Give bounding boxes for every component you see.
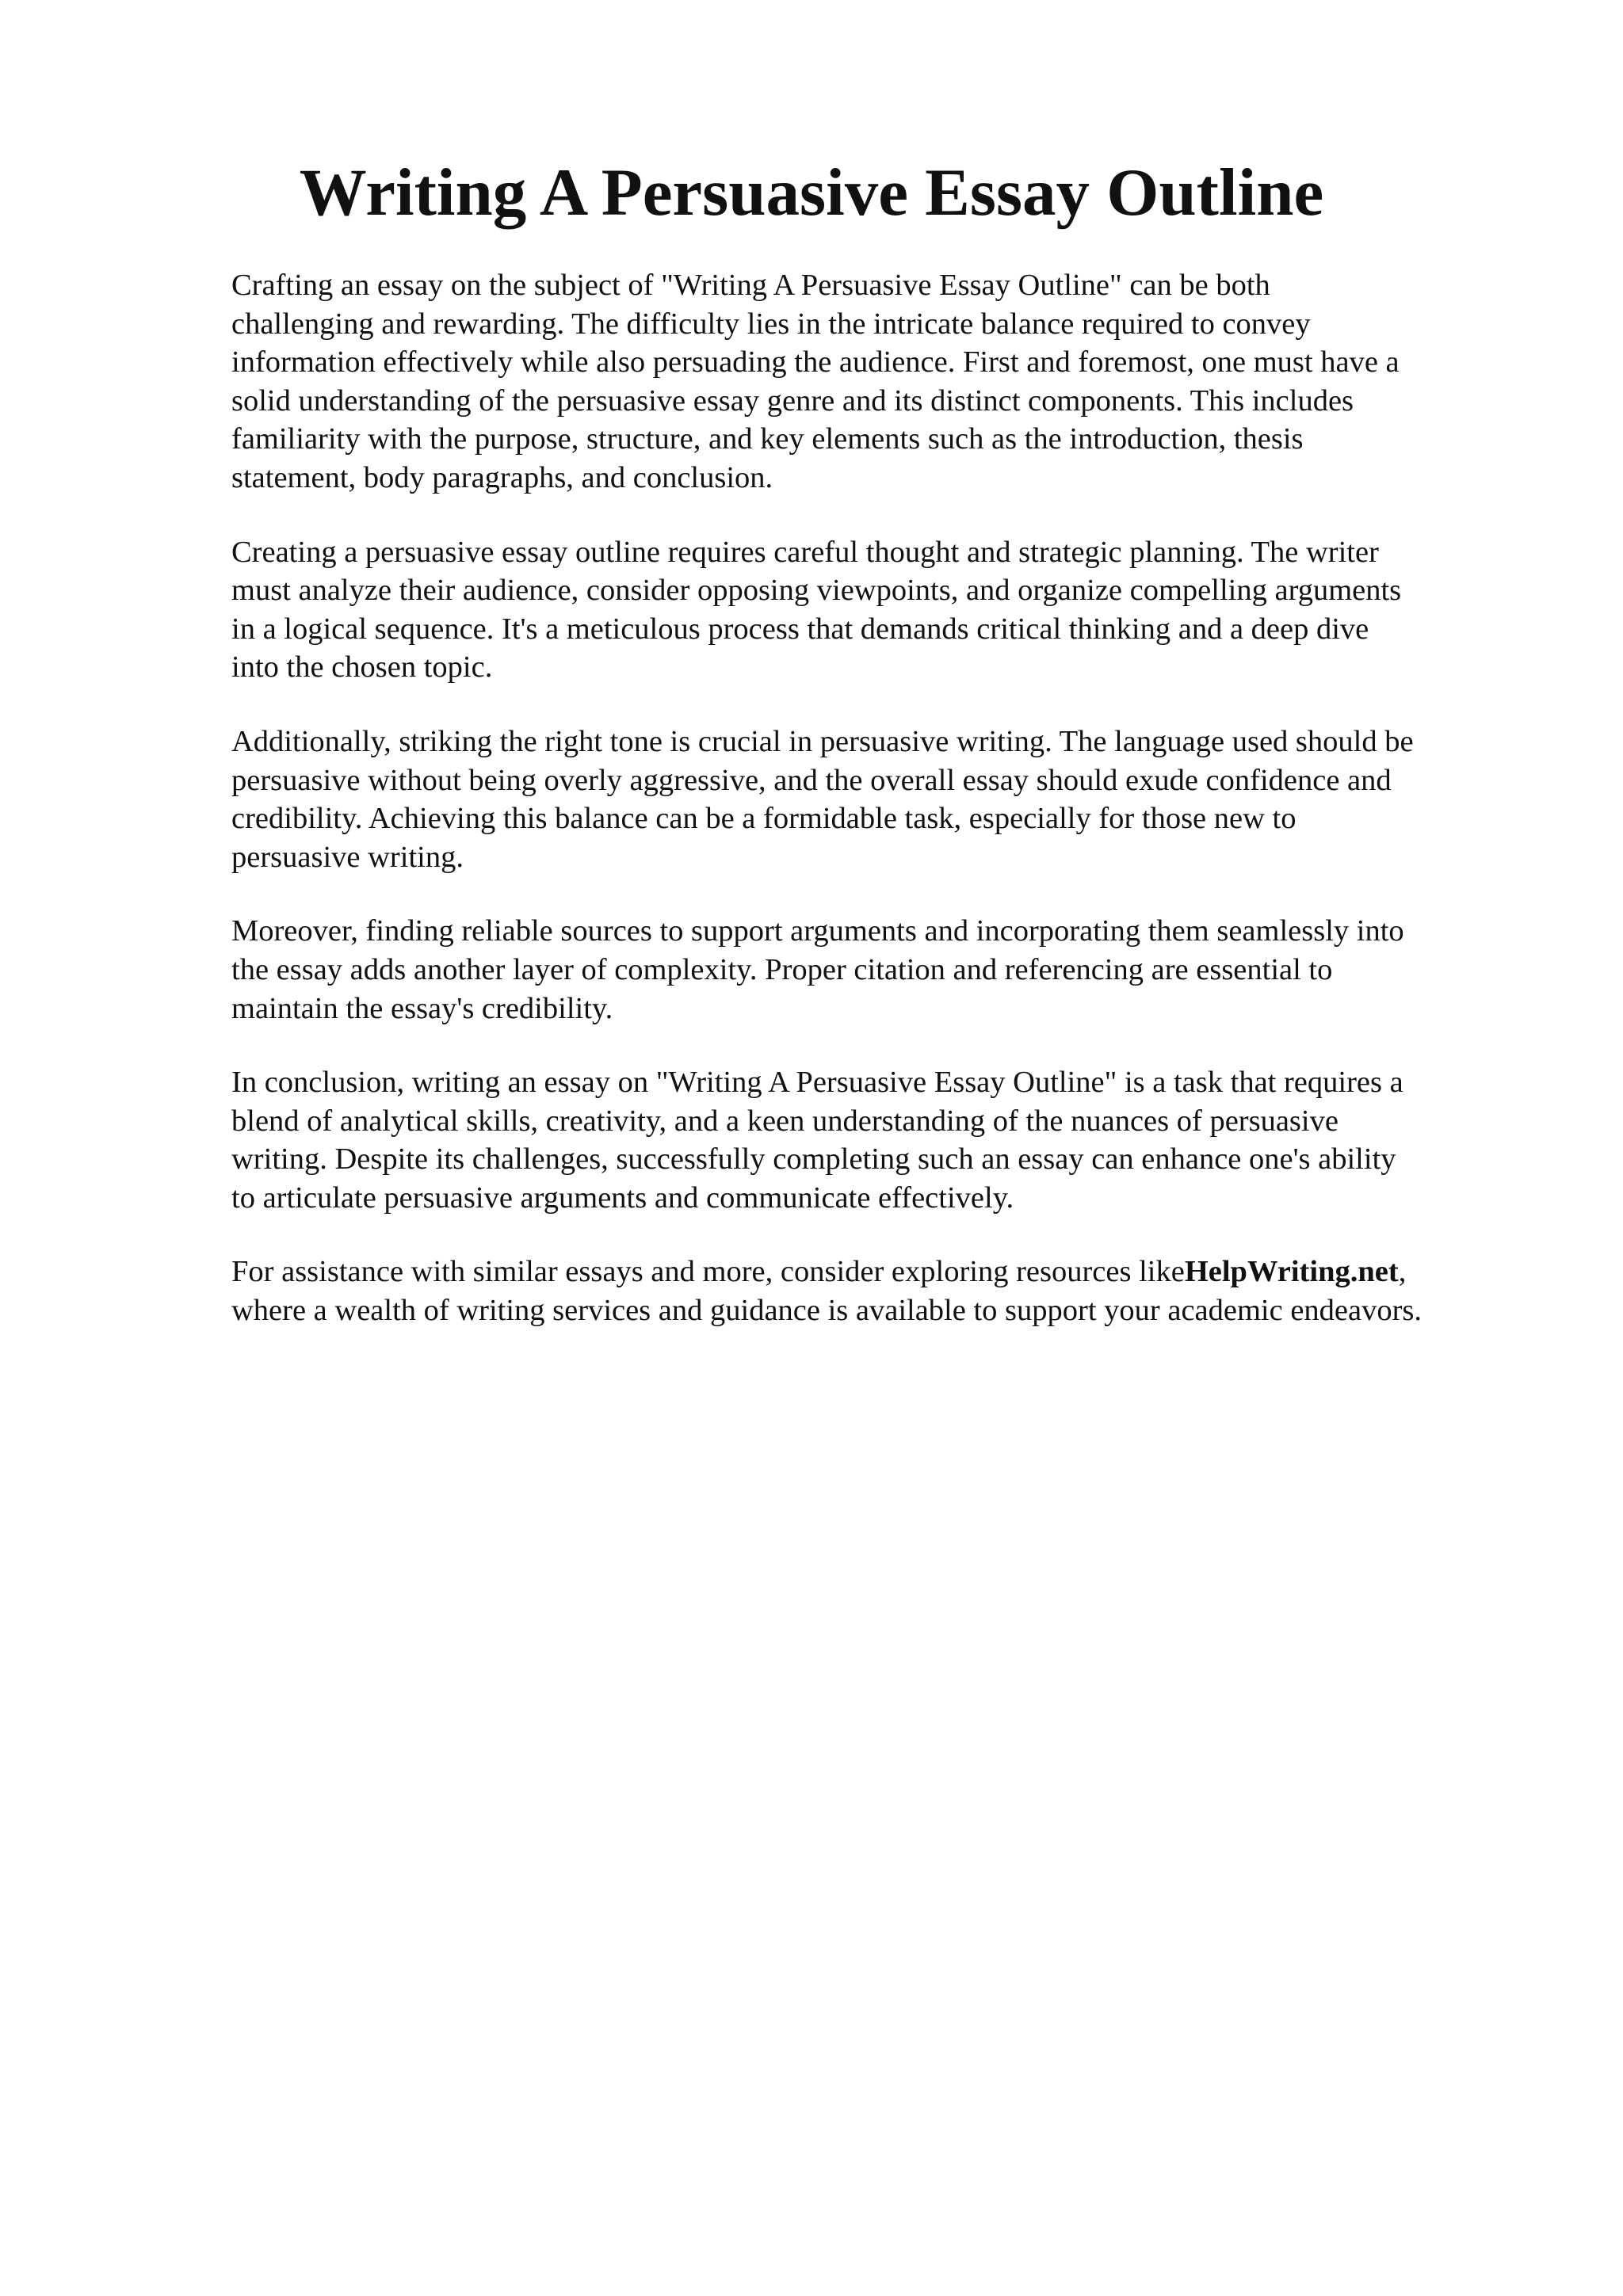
paragraph-line: Creating a persuasive essay outline requires careful thought and strategic planning. The writer: [231, 535, 1379, 569]
paragraph-line: the essay adds another layer of complexity. Proper citation and referencing are essential to: [231, 952, 1333, 986]
paragraph-1: [231, 266, 1523, 498]
paragraph-line: maintain the essay's credibility.: [231, 991, 613, 1025]
paragraph-line: to articulate persuasive arguments and communicate effectively.: [231, 1180, 1014, 1215]
paragraph-line: Additionally, striking the right tone is crucial in persuasive writing. The language used should be: [231, 724, 1414, 758]
paragraph-line: persuasive writing.: [231, 840, 464, 874]
document-title: Writing A Persuasive Essay Outline: [299, 155, 1324, 230]
paragraph-4: [231, 912, 1523, 1028]
paragraph-line: solid understanding of the persuasive essay genre and its distinct components. This includes: [231, 383, 1354, 418]
document-body: [231, 266, 1523, 1366]
paragraph-line: must analyze their audience, consider opposing viewpoints, and organize compelling arguments: [231, 574, 1402, 608]
closing-paragraph: [231, 1253, 1523, 1329]
paragraph-line: into the chosen topic.: [231, 650, 493, 685]
paragraph-line: familiarity with the purpose, structure, and key elements such as the introduction, thesis: [231, 422, 1304, 456]
paragraph-line: information effectively while also persuading the audience. First and foremost, one must have a: [231, 345, 1400, 379]
paragraph-3: [231, 723, 1523, 876]
brand-name: HelpWriting.net: [1184, 1255, 1399, 1289]
paragraph-line: writing. Despite its challenges, successfully completing such an essay can enhance one's ability: [231, 1142, 1396, 1177]
paragraph-line: credibility. Achieving this balance can be a formidable task, especially for those new to: [231, 802, 1296, 836]
paragraph-line: Crafting an essay on the subject of "Writing A Persuasive Essay Outline" can be both: [231, 269, 1270, 302]
closing-line-2: where a wealth of writing services and guidance is available to support your academic endeavors.: [231, 1294, 1423, 1328]
paragraph-line: challenging and rewarding. The difficulty lies in the intricate balance required to convey: [231, 307, 1311, 341]
closing-text: For assistance with similar essays and more, consider exploring resources like: [231, 1255, 1185, 1289]
paragraph-line: blend of analytical skills, creativity, and a keen understanding of the nuances of persuasive: [231, 1104, 1338, 1138]
closing-line-1: [231, 1253, 1523, 1291]
paragraph-line: in a logical sequence. It's a meticulous process that demands critical thinking and a deep dive: [231, 612, 1369, 646]
paragraph-line: In conclusion, writing an essay on "Writing A Persuasive Essay Outline" is a task that requires a: [231, 1066, 1403, 1100]
paragraph-line: statement, body paragraphs, and conclusion.: [231, 460, 773, 494]
paragraph-2: [231, 533, 1523, 687]
paragraph-line: Moreover, finding reliable sources to support arguments and incorporating them seamlessly into: [231, 914, 1404, 948]
closing-comma: ,: [1398, 1255, 1407, 1289]
paragraph-5: [231, 1063, 1523, 1217]
paragraph-line: persuasive without being overly aggressive, and the overall essay should exude confidence and: [231, 763, 1392, 797]
